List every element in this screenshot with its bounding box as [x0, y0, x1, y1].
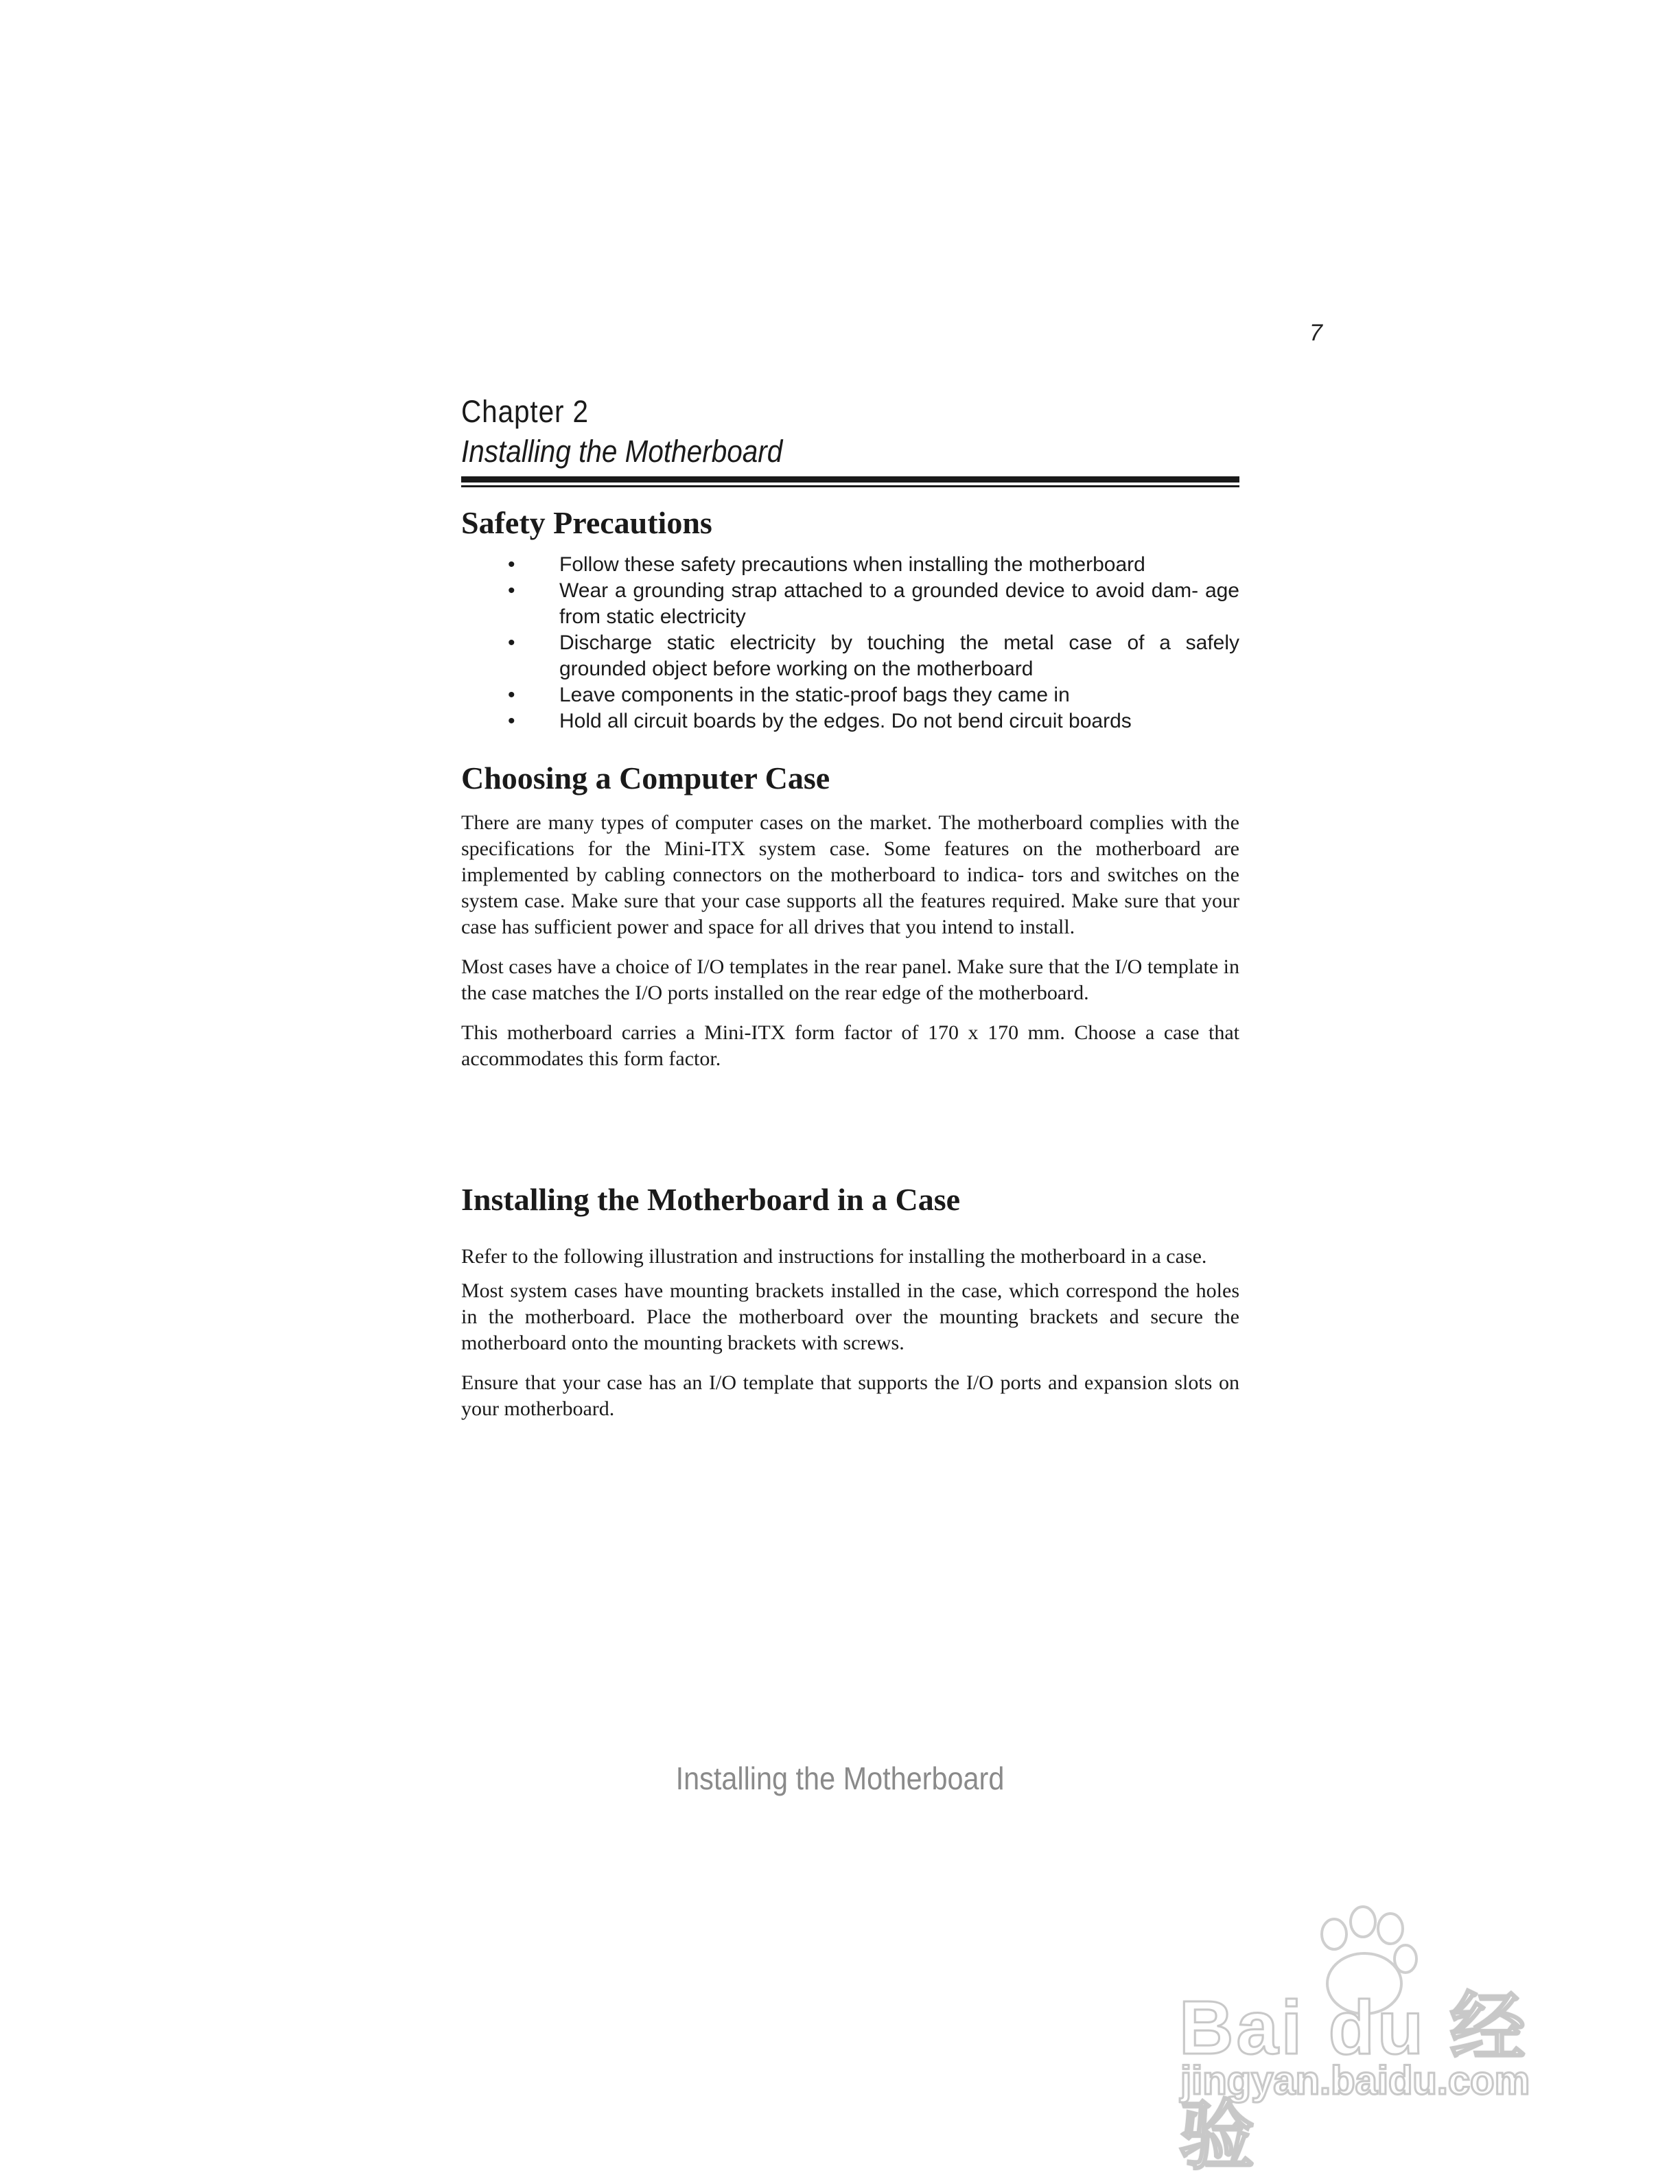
paragraph: There are many types of computer cases on the market. The motherboard complies with the specifications for the Mini-ITX system case. Some features on the motherboard are implemented by cabling connectors on the motherboard to indica- tors and switches on the system case. Make sure that your case supports all the features required. Make sure that your case has sufficient power and space for all drives that you intend to install. — [461, 811, 1239, 938]
list-item — [461, 708, 1239, 734]
list-item — [461, 630, 1239, 682]
chapter-header — [461, 393, 1239, 487]
bullet-icon: • — [508, 710, 515, 732]
list-item — [461, 578, 1239, 630]
baidu-watermark — [1179, 1901, 1563, 2179]
choosing-case-heading: Choosing a Computer Case — [461, 760, 830, 795]
list-item — [461, 682, 1239, 708]
safety-section — [461, 504, 1239, 734]
safety-heading: Safety Precautions — [461, 505, 712, 540]
list-item-text: Discharge static electricity by touching the metal case of a safely grounded object before working on the motherboard — [559, 631, 1239, 680]
bullet-icon: • — [508, 553, 515, 576]
paragraph: Ensure that your case has an I/O template that supports the I/O ports and expansion slots on your motherboard. — [461, 1371, 1239, 1420]
paragraph: Refer to the following illustration and instructions for installing the motherboard in a case. — [461, 1245, 1207, 1268]
choosing-case-section — [461, 759, 1239, 1072]
list-item-text: Leave components in the static-proof bags they came in — [559, 684, 1070, 706]
list-item-text: Wear a grounding strap attached to a grounded device to avoid dam- age from static electricity — [559, 579, 1239, 628]
chapter-rule-thin — [461, 485, 1239, 487]
list-item-text: Hold all circuit boards by the edges. Do not bend circuit boards — [559, 710, 1132, 732]
installing-heading: Installing the Motherboard in a Case — [461, 1182, 961, 1217]
watermark-brand: Bai du 经验 — [1179, 1986, 1528, 2179]
paragraph: Most system cases have mounting brackets installed in the case, which correspond the holes in the motherboard. Place the motherboard over the mounting brackets and secure the motherboard onto the mounting brackets with screws. — [461, 1279, 1239, 1354]
installing-section — [461, 1181, 1239, 1422]
running-footer: Installing the Motherboard — [675, 1761, 1005, 1796]
list-item — [461, 552, 1239, 578]
paragraph: This motherboard carries a Mini-ITX form factor of 170 x 170 mm. Choose a case that accommodates this form factor. — [461, 1021, 1239, 1070]
bullet-icon: • — [508, 631, 515, 654]
chapter-label: Chapter 2 — [461, 394, 589, 429]
list-item-text: Follow these safety precautions when installing the motherboard — [559, 553, 1145, 576]
watermark-url: jingyan.baidu.com — [1180, 2058, 1530, 2103]
chapter-rule-thick — [461, 476, 1239, 483]
bullet-icon: • — [508, 579, 515, 602]
paragraph: Most cases have a choice of I/O templates in the rear panel. Make sure that the I/O template in the case matches the I/O ports installed on the rear edge of the motherboard. — [461, 955, 1239, 1004]
chapter-title: Installing the Motherboard — [461, 434, 783, 469]
bullet-icon: • — [508, 684, 515, 706]
safety-list — [461, 552, 1239, 734]
page-number: 7 — [1309, 320, 1322, 346]
